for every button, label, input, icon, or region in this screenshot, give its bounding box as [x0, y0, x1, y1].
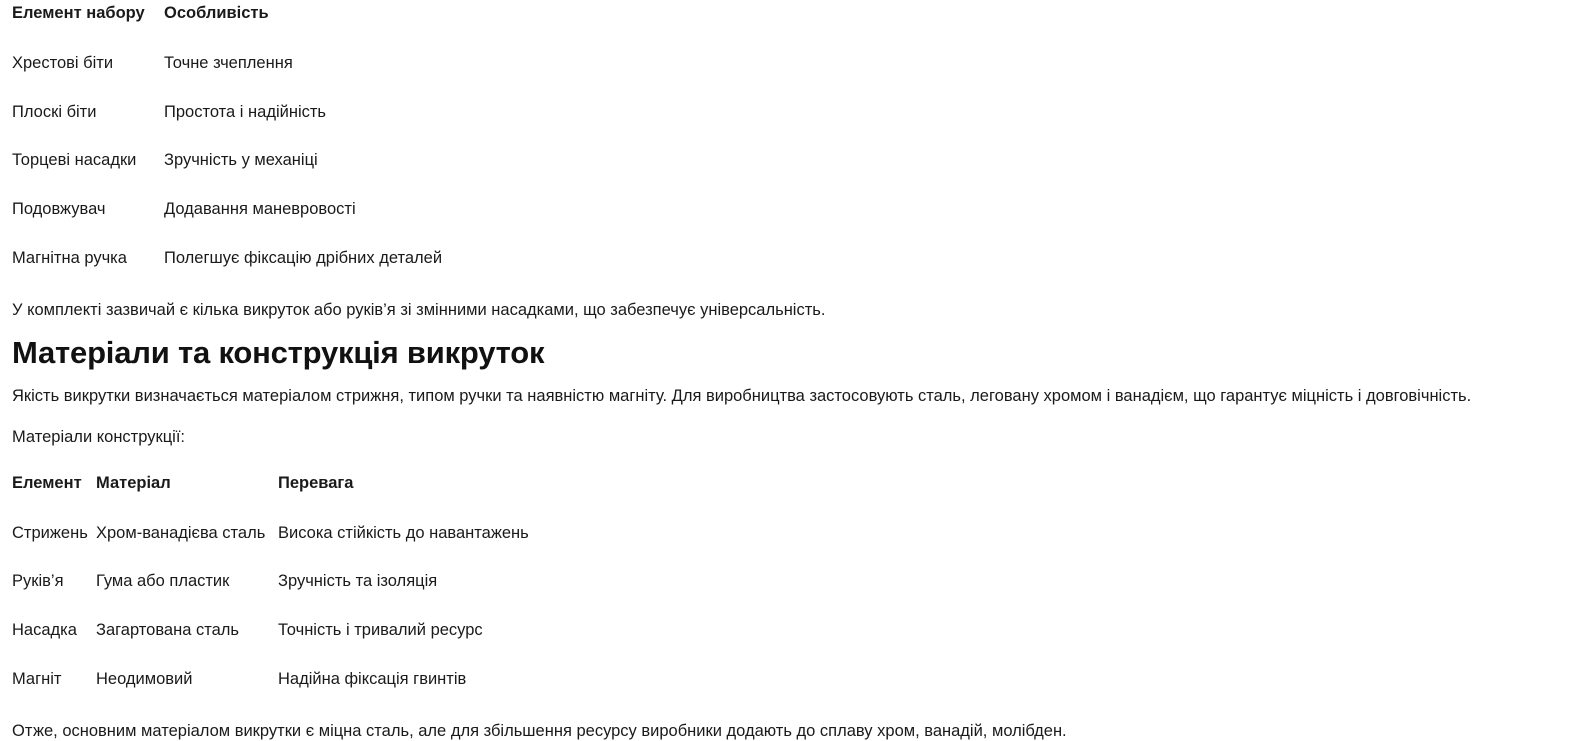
- cell-material: Хром-ванадієва сталь: [96, 523, 266, 542]
- table-row: [12, 151, 442, 200]
- paragraph-kit-summary: У комплекті зазвичай є кілька викруток або руків’я зі змінними насадками, що забезпечує універсальність.: [12, 300, 826, 319]
- cell-advantage: Точність і тривалий ресурс: [278, 621, 483, 640]
- cell-element: Магніт: [12, 670, 62, 689]
- cell-element: Плоскі біти: [12, 102, 97, 121]
- kit-contents-table: [12, 0, 442, 269]
- table-header-row: [12, 470, 529, 524]
- table-row: [12, 200, 442, 249]
- label-materials-list: Матеріали конструкції:: [12, 428, 185, 447]
- cell-material: Неодимовий: [96, 670, 193, 689]
- table-row: [12, 572, 529, 621]
- table-header: [12, 470, 529, 524]
- table-body: [12, 524, 529, 690]
- spacer: [12, 406, 1567, 427]
- cell-material: Гума або пластик: [96, 572, 230, 591]
- column-header-element: Елемент набору: [12, 4, 145, 22]
- cell-advantage: Зручність та ізоляція: [278, 572, 438, 591]
- cell-element: Торцеві насадки: [12, 151, 137, 170]
- paragraph-conclusion: Отже, основним матеріалом викрутки є міцна сталь, але для збільшення ресурсу виробники додають до сплаву хром, ванадій, молібден.: [12, 721, 1067, 740]
- spacer: [12, 372, 1567, 386]
- cell-advantage: Надійна фіксація гвинтів: [278, 670, 467, 689]
- cell-advantage: Висока стійкість до навантажень: [278, 523, 529, 542]
- page-heading-materials: Матеріали та конструкція викруток: [12, 335, 545, 371]
- paragraph-materials-intro: Якість викрутки визначається матеріалом стрижня, типом ручки та наявністю магніту. Для виробництва застосовують сталь, леговану хромом і ванадієм, що гарантує міцність і довговічність.: [12, 386, 1472, 405]
- table-row: [12, 670, 529, 690]
- column-header-advantage: Перевага: [278, 473, 354, 492]
- spacer: [12, 320, 1567, 334]
- cell-element: Стрижень: [12, 523, 88, 542]
- materials-table: [12, 470, 529, 690]
- cell-element: Насадка: [12, 621, 77, 640]
- cell-feature: Полегшує фіксацію дрібних деталей: [164, 248, 443, 267]
- table-body: [12, 54, 442, 269]
- cell-element: Руків’я: [12, 572, 64, 591]
- cell-element: Подовжувач: [12, 200, 106, 219]
- table-row: [12, 621, 529, 670]
- cell-feature: Простота і надійність: [164, 102, 327, 121]
- column-header-element: Елемент: [12, 473, 82, 492]
- table-row: [12, 54, 442, 103]
- column-header-feature: Особливість: [164, 4, 269, 22]
- table-header: [12, 0, 442, 54]
- cell-element: Хрестові біти: [12, 53, 114, 72]
- spacer: [12, 690, 1567, 721]
- spacer: [12, 269, 1567, 300]
- column-header-material: Матеріал: [96, 473, 171, 492]
- table-row: [12, 249, 442, 269]
- spacer: [12, 448, 1567, 470]
- cell-material: Загартована сталь: [96, 621, 239, 640]
- cell-element: Магнітна ручка: [12, 248, 127, 267]
- cell-feature: Додавання маневровості: [164, 200, 356, 219]
- table-row: [12, 103, 442, 152]
- table-row: [12, 524, 529, 573]
- cell-feature: Точне зчеплення: [164, 53, 293, 72]
- table-header-row: [12, 0, 442, 54]
- cell-feature: Зручність у механіці: [164, 151, 318, 170]
